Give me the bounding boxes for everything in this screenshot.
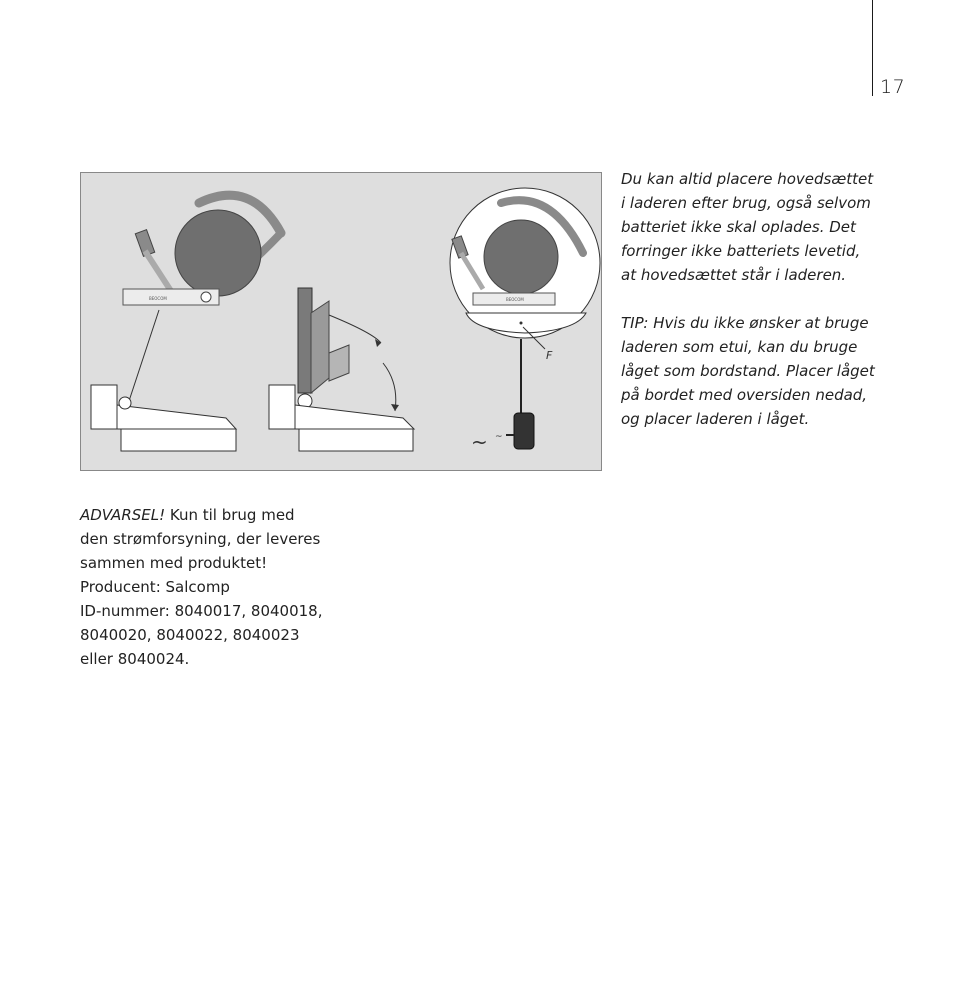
headset-illustration-middle [298,288,399,411]
storage-paragraph: Du kan altid placere hovedsættet i laderen efter brug, også selvom batteriet ikke skal oplades. Det forringer ikke batteriets levetid, at hovedsættet står i laderen. [621,170,874,284]
headset-brand-mark-right: BEOCOM [506,297,524,302]
tip-column [621,167,876,455]
ac-tilde-symbol-small: ~ [495,432,503,442]
headset-brand-mark-left: BEOCOM [149,296,167,301]
ac-tilde-symbol: ~ [471,430,488,454]
warning-line-1: Kun til brug med [165,506,295,524]
warning-line-5: ID-nummer: 8040017, 8040018, [80,602,323,620]
charger-base-middle [269,385,414,451]
page-margin-rule [872,0,873,96]
warning-line-6: 8040020, 8040022, 8040023 [80,626,300,644]
charger-illustration [80,172,602,471]
charger-base-left [91,385,236,451]
warning-line-4: Producent: Salcomp [80,578,230,596]
warning-label: ADVARSEL! [80,506,166,524]
warning-block [80,503,350,671]
warning-line-7: eller 8040024. [80,650,190,668]
tip-paragraph: TIP: Hvis du ikke ønsker at bruge laderen som etui, kan du bruge låget som bordstand. Placer låget på bordet med oversiden nedad, og placer laderen i låget. [621,314,875,428]
headset-illustration-left [123,195,281,305]
charger-illustration-drawing [81,173,603,472]
warning-line-2: den strømforsyning, der leveres [80,530,321,548]
warning-line-3: sammen med produktet! [80,554,268,572]
page-number: 17 [880,76,906,98]
power-supply-illustration [471,339,534,454]
callout-label-f: F [546,349,553,362]
lid-illustration-right [450,188,600,338]
